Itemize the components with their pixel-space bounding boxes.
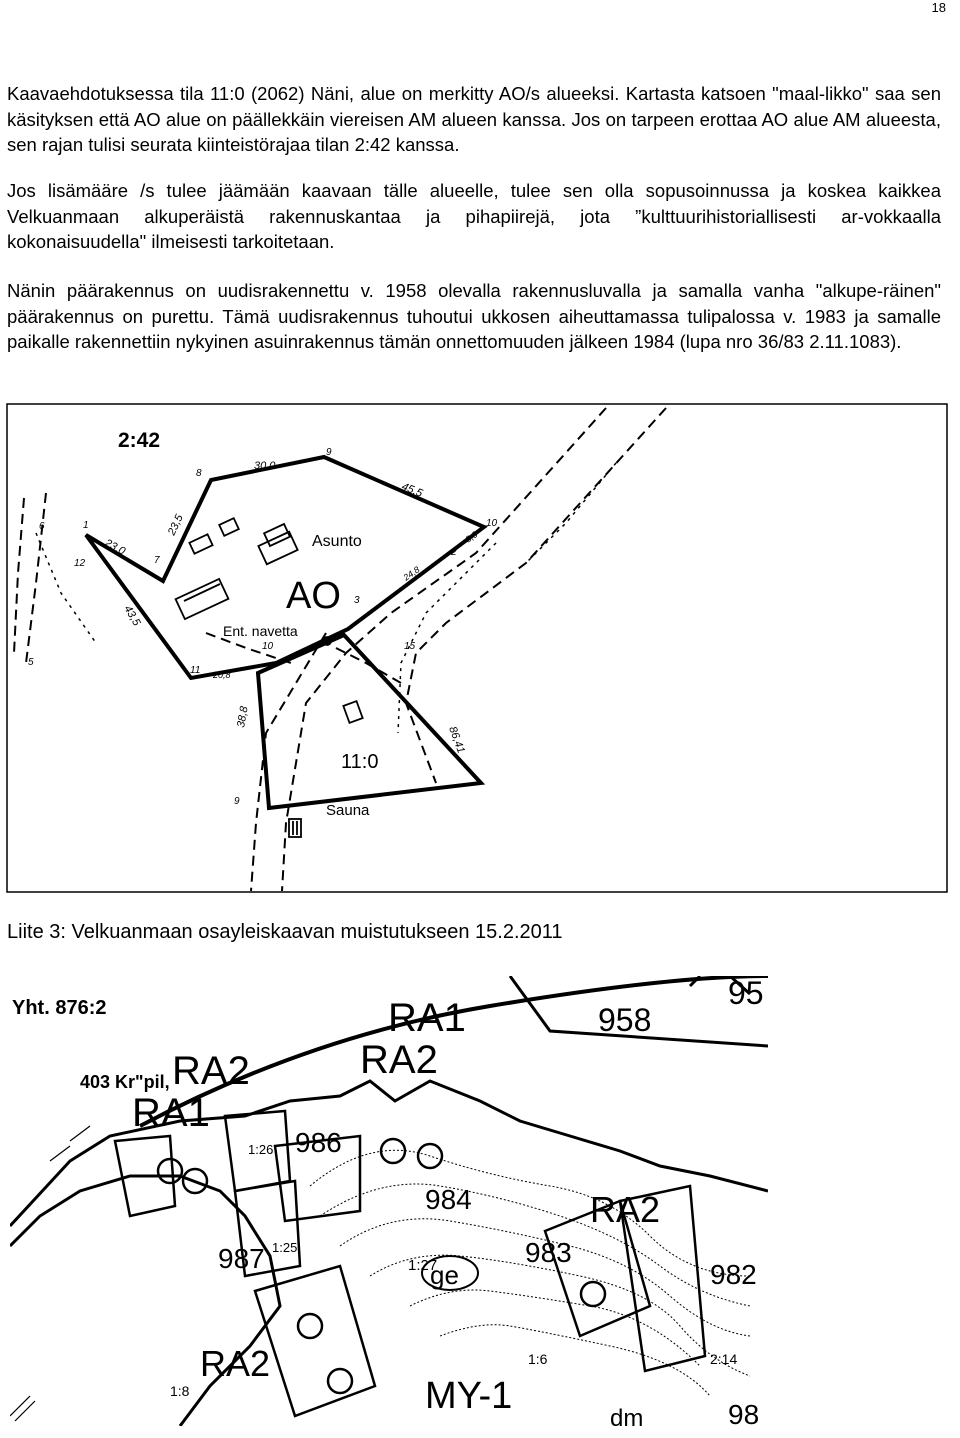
map2-label-95: 95	[728, 976, 764, 1011]
map1-label-ent-navetta: Ent. navetta	[223, 623, 298, 639]
paragraph-s-suffix: Jos lisämääre /s tulee jäämään kaavaan tälle alueelle, tulee sen olla sopusoinnussa ja koskea kaikkea Velkuanmaan alkuperäistä rakennuskantaa ja pihapiirejä, jota ”kulttuurihistoriallisesti ar-vokkaalla kokonaisuudella" ilmeisesti tarkoitetaan.	[7, 180, 941, 252]
map2-label-16: 1:6	[528, 1351, 548, 1367]
map1-measure-235: 23,5	[165, 512, 186, 538]
map2-label-987: 987	[218, 1243, 265, 1274]
map1-point-11: 11	[190, 665, 201, 676]
map2-label-982: 982	[710, 1259, 757, 1290]
map1-label-sauna: Sauna	[326, 802, 370, 819]
map1-point-1: 1	[83, 520, 89, 531]
map2-label-127: 1:27	[408, 1257, 438, 1274]
map1-measure-230: 23,0	[102, 537, 128, 558]
map1-measure-455: 45,5	[399, 480, 425, 500]
appendix-caption: Liite 3: Velkuanmaan osayleiskaavan muistutukseen 15.2.2011	[7, 921, 563, 943]
map2-label-126: 1:26	[248, 1142, 274, 1157]
map1-label-242: 2:42	[118, 429, 161, 452]
paragraph-main-building: Nänin päärakennus on uudisrakennettu v. 1958 olevalla rakennusluvalla ja samalla vanha "alkupe-räinen" päärakennus on purettu. Tämä uudisrakennus tuhoutui ukkosen aiheuttamassa tulipalossa v. 1983 ja samalle paikalle rakennettiin nykyinen asuinrakennus tämän onnettomuuden jälkeen 1984 (lupa nro 36/83 2.11.1083).	[7, 280, 941, 352]
map1-point-2: 2	[451, 547, 457, 558]
map2-label-yht: Yht. 876:2	[12, 997, 107, 1019]
map1-point-9b: 9	[234, 796, 240, 807]
map2-label-986: 986	[295, 1127, 342, 1158]
map1-point-10: 10	[486, 518, 498, 529]
site-plan-map	[6, 403, 948, 893]
map1-measure-300: 30,0	[254, 460, 276, 472]
map1-label-ao: AO	[286, 575, 341, 617]
map1-point-7: 7	[154, 555, 160, 566]
map2-label-984: 984	[425, 1184, 472, 1215]
map2-label-ra2-bottom: RA2	[200, 1343, 271, 1384]
map2-label-ra2-right: RA2	[590, 1189, 661, 1230]
map2-label-ge: ge	[430, 1260, 459, 1290]
map1-point-15: 15	[404, 641, 416, 652]
map2-label-125: 1:25	[272, 1240, 298, 1255]
map2-label-ra1-left: RA1	[132, 1091, 210, 1135]
map2-label-214: 2:14	[710, 1351, 738, 1367]
map1-measure-388: 38,8	[235, 705, 251, 729]
map1-point-10b: 10	[262, 641, 274, 652]
map1-point-8: 8	[196, 468, 202, 479]
map1-point-9: 9	[326, 447, 332, 458]
map1-point-6: 6	[39, 521, 45, 532]
map1-point-12: 12	[74, 558, 86, 569]
page-number: 18	[931, 0, 946, 15]
map2-label-ra2-top: RA2	[360, 1038, 438, 1082]
map1-point-5: 5	[28, 657, 34, 668]
paragraph-ao-area: Kaavaehdotuksessa tila 11:0 (2062) Näni, alue on merkitty AO/s alueeksi. Kartasta katsoen "maal-likko" saa sen käsityksen että AO alue on päällekkäin viereisen AM alueen kanssa. Jos on tarpeen erottaa AO alue AM alueesta, sen rajan tulisi seurata kiinteistörajaa tilan 2:42 kanssa.	[7, 83, 941, 155]
map2-label-98: 98	[728, 1399, 760, 1426]
map1-measure-208: 20,8	[213, 670, 231, 680]
map1-measure-435: 43,5	[121, 603, 143, 629]
map1-measure-86: 8,6	[463, 529, 480, 545]
map1-measure-248: 24,8	[401, 564, 422, 583]
master-plan-map	[10, 976, 768, 1426]
map1-point-3: 3	[354, 595, 360, 606]
map1-label-asunto: Asunto	[312, 533, 362, 550]
map2-label-dm: dm	[610, 1405, 644, 1426]
map2-label-kr-pil: 403 Kr"pil,	[80, 1072, 170, 1092]
map2-label-958: 958	[598, 1002, 652, 1038]
map1-label-110: 11:0	[341, 751, 379, 773]
map2-label-18: 1:8	[170, 1383, 190, 1399]
map1-measure-864: 86,41	[446, 724, 467, 755]
map2-label-ra2-left: RA2	[172, 1049, 250, 1093]
map2-label-983: 983	[525, 1237, 572, 1268]
map2-label-my1: MY-1	[425, 1375, 513, 1417]
map2-label-ra1-top: RA1	[388, 996, 466, 1040]
